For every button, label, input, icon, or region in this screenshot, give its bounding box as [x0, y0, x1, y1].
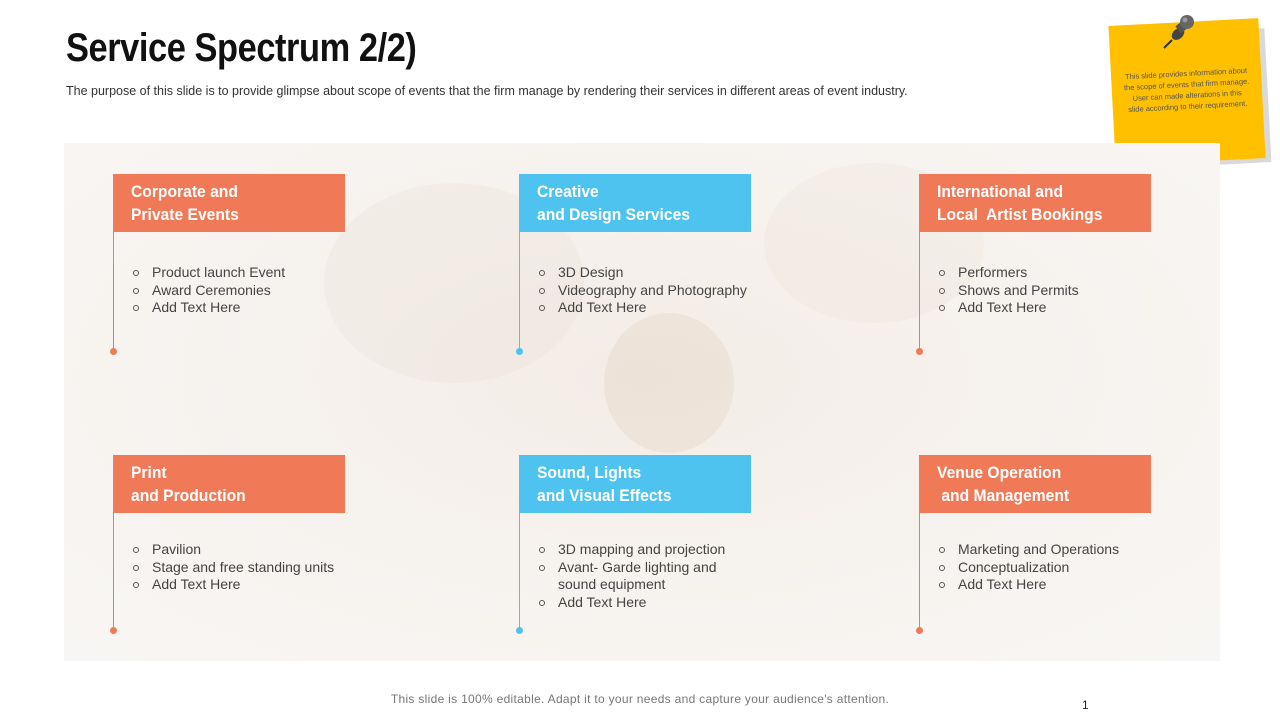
service-card-header — [113, 174, 345, 232]
list-item-text: Product launch Event — [152, 264, 286, 280]
push-pin-icon — [1160, 12, 1200, 52]
list-item-text: Avant- Garde lighting and sound equipment — [558, 558, 717, 592]
connector-line — [113, 232, 114, 352]
connector-dot — [916, 627, 923, 634]
connector-dot — [110, 348, 117, 355]
list-item-text: Videography and Photography — [558, 281, 747, 298]
footer-note: This slide is 100% editable. Adapt it to your needs and capture your audience's attention. — [390, 692, 890, 706]
list-item-text: Add Text Here — [152, 576, 241, 592]
circle-bullet-icon — [133, 288, 139, 294]
list-item-text: Award Ceremonies — [152, 281, 271, 298]
service-card-heading: Print and Production — [131, 463, 246, 505]
service-card-heading: Sound, Lights and Visual Effects — [537, 463, 672, 505]
service-card-header — [519, 455, 751, 513]
list-item — [939, 282, 1151, 300]
service-card-header — [113, 455, 345, 513]
circle-bullet-icon — [939, 288, 945, 294]
list-item — [539, 264, 751, 282]
list-item — [133, 264, 345, 282]
page-number: 1 — [1082, 698, 1089, 712]
circle-bullet-icon — [539, 565, 545, 571]
list-item-text: 3D Design — [558, 264, 624, 280]
service-card — [919, 455, 1151, 592]
list-item — [939, 576, 1151, 594]
circle-bullet-icon — [133, 270, 139, 276]
list-item — [939, 299, 1151, 317]
list-item — [133, 541, 345, 559]
service-list — [939, 264, 1151, 317]
connector-line — [113, 513, 114, 631]
service-card — [113, 455, 345, 592]
list-item — [939, 264, 1151, 282]
service-list — [939, 541, 1151, 594]
service-card-heading: Creative and Design Services — [537, 182, 691, 224]
list-item-text: Marketing and Operations — [958, 541, 1120, 557]
circle-bullet-icon — [133, 582, 139, 588]
slide-subtitle: The purpose of this slide is to provide glimpse about scope of events that the firm manage by rendering their services in different areas of event industry. — [66, 84, 908, 98]
circle-bullet-icon — [539, 288, 545, 294]
list-item-text: Add Text Here — [152, 299, 241, 315]
service-card — [113, 174, 345, 315]
circle-bullet-icon — [133, 305, 139, 311]
service-card — [519, 174, 751, 315]
connector-dot — [516, 348, 523, 355]
list-item-text: Conceptualization — [958, 558, 1070, 575]
list-item-text: Performers — [958, 264, 1028, 280]
connector-dot — [916, 348, 923, 355]
connector-dot — [110, 627, 117, 634]
list-item — [133, 559, 345, 577]
connector-line — [919, 513, 920, 631]
list-item-text: Add Text Here — [558, 299, 647, 315]
service-card-header — [519, 174, 751, 232]
service-list — [539, 264, 751, 317]
circle-bullet-icon — [539, 305, 545, 311]
list-item-text: Add Text Here — [958, 299, 1047, 315]
service-card-heading: Corporate and Private Events — [131, 182, 239, 224]
service-list — [133, 264, 345, 317]
list-item — [539, 594, 751, 612]
service-card-header — [919, 455, 1151, 513]
connector-line — [519, 513, 520, 631]
circle-bullet-icon — [539, 547, 545, 553]
list-item-text: Pavilion — [152, 541, 202, 557]
connector-dot — [516, 627, 523, 634]
circle-bullet-icon — [939, 305, 945, 311]
background-blur-glass — [604, 313, 734, 453]
connector-line — [919, 232, 920, 352]
circle-bullet-icon — [539, 270, 545, 276]
list-item-text: Add Text Here — [558, 593, 647, 610]
service-card — [919, 174, 1151, 315]
circle-bullet-icon — [133, 547, 139, 553]
list-item — [539, 541, 751, 559]
service-card-header — [919, 174, 1151, 232]
circle-bullet-icon — [939, 270, 945, 276]
list-item — [539, 282, 751, 300]
circle-bullet-icon — [133, 565, 139, 571]
list-item-text: Shows and Permits — [958, 281, 1079, 298]
list-item — [133, 282, 345, 300]
list-item — [133, 299, 345, 317]
service-list — [133, 541, 345, 594]
sticky-note-text: This slide provides information about the scope of events that firm manage. User can made alterations in this slide according to their requirement. — [1123, 65, 1250, 115]
list-item — [133, 576, 345, 594]
list-item-text: Stage and free standing units — [152, 558, 335, 575]
service-card-heading: Venue Operation and Management — [937, 463, 1070, 505]
circle-bullet-icon — [939, 565, 945, 571]
list-item — [939, 541, 1151, 559]
list-item-text: 3D mapping and projection — [558, 541, 726, 557]
list-item — [939, 559, 1151, 577]
service-list — [539, 541, 751, 611]
circle-bullet-icon — [939, 582, 945, 588]
circle-bullet-icon — [539, 600, 545, 606]
slide-title: Service Spectrum 2/2) — [66, 26, 417, 70]
service-card — [519, 455, 751, 610]
service-card-heading: International and Local Artist Bookings — [937, 182, 1103, 224]
connector-line — [519, 232, 520, 352]
list-item-text: Add Text Here — [958, 576, 1047, 592]
list-item — [539, 559, 751, 594]
list-item — [539, 299, 751, 317]
circle-bullet-icon — [939, 547, 945, 553]
